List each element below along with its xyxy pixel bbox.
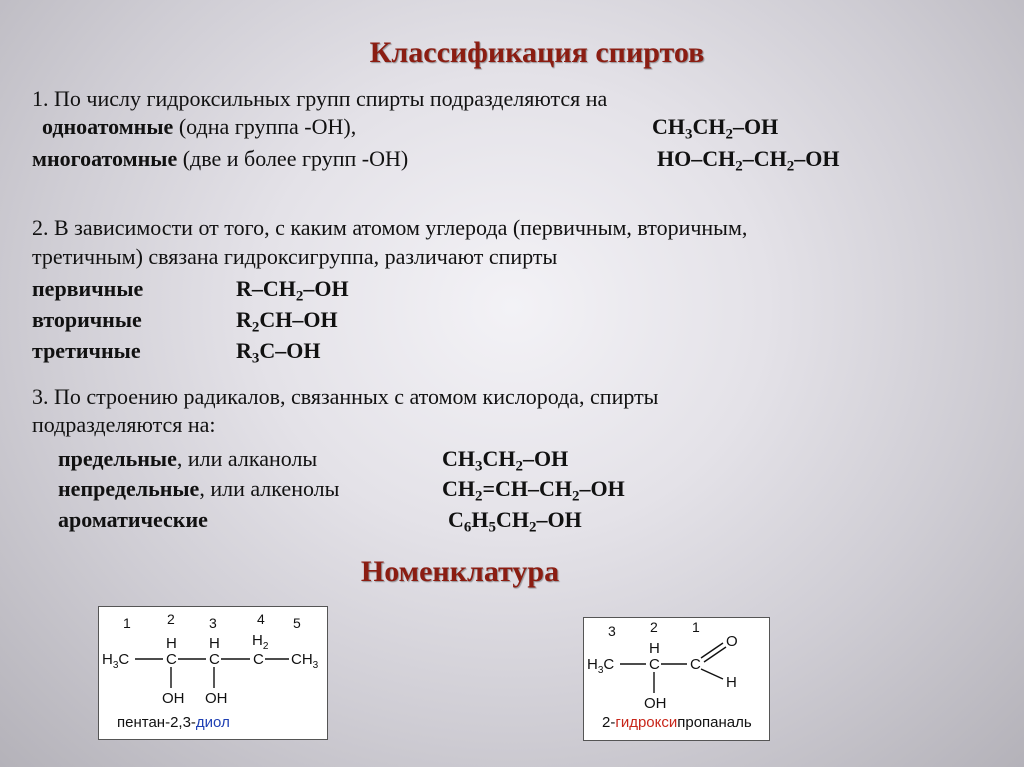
carbon-number-5: 5	[293, 615, 301, 631]
atom-c1: C	[690, 656, 701, 673]
nomenclature-title: Номенклатура	[360, 555, 560, 588]
section1-intro: 1. По числу гидроксильных групп спирты подразделяются на	[32, 86, 608, 111]
section1-row1-formula: $CH_3CH_2-OH$	[652, 114, 779, 143]
caption-hydroxypropanal: 2-гидроксипропаналь	[602, 714, 752, 731]
section3-row3: ароматические	[58, 507, 208, 532]
section3-intro-1: 3. По строению радикалов, связанных с атомом кислорода, спирты	[32, 384, 659, 409]
section3-row1-formula: $CH_3CH_2-OH$	[442, 446, 569, 475]
atom-oh-c3: OH	[205, 690, 228, 707]
carbon-number-1: 1	[123, 615, 131, 631]
atom-h3c: $H_3C$	[102, 651, 130, 671]
atom-h-c2: H	[649, 640, 660, 657]
section2-formula-primary: $R-CH_2-OH$	[236, 276, 349, 305]
carbon-number-4: 4	[257, 611, 265, 627]
section3-row3-formula: $C_6H_5CH_2-OH$	[448, 507, 582, 536]
atom-h-c3: H	[209, 635, 220, 652]
slide-title: Классификация спиртов	[369, 36, 705, 69]
caption-pentanediol: пентан-2,3-диол	[117, 714, 230, 731]
carbon-number-2: 2	[650, 619, 658, 635]
section2-intro-1: 2. В зависимости от того, с каким атомом углерода (первичным, вторичным,	[32, 215, 748, 240]
atom-h2-c4: $H_2$	[252, 632, 269, 652]
section2-term-primary: первичные	[32, 276, 144, 301]
section3-row2-formula: $CH_2=CH-CH_2-OH$	[442, 476, 625, 505]
atom-h3c: $H_3C$	[587, 656, 615, 676]
atom-h-c2: H	[166, 635, 177, 652]
atom-o: O	[726, 633, 738, 650]
carbon-number-1: 1	[692, 619, 700, 635]
bonds-hydroxypropanal	[620, 643, 726, 693]
section3-row1: предельные, или алканолы	[58, 446, 318, 471]
atom-h-c1: H	[726, 674, 737, 691]
section3-intro-2: подразделяются на:	[32, 412, 216, 437]
atom-c3: C	[209, 651, 220, 668]
section2-term-tertiary: третичные	[32, 338, 141, 363]
section3-row2: непредельные, или алкенолы	[58, 476, 340, 501]
atom-c2: C	[166, 651, 177, 668]
atom-oh: OH	[644, 695, 667, 712]
atom-ch3: $CH_3$	[291, 651, 319, 671]
section2-formula-tertiary: $R_3C-OH$	[236, 338, 321, 367]
atom-oh-c2: OH	[162, 690, 185, 707]
section2-formula-secondary: $R_2CH-OH$	[236, 307, 338, 336]
section1-row2-formula: $HO-CH_2-CH_2-OH$	[657, 146, 840, 175]
section1-row1: одноатомные (одна группа -OH),	[42, 114, 357, 139]
carbon-number-3: 3	[608, 623, 616, 639]
carbon-number-3: 3	[209, 615, 217, 631]
atom-c2: C	[649, 656, 660, 673]
atom-c4: C	[253, 651, 264, 668]
section1-row2: многоатомные (две и более групп -OH)	[32, 146, 409, 171]
section2-intro-2: третичным) связана гидроксигруппа, различают спирты	[32, 244, 558, 269]
carbon-number-2: 2	[167, 611, 175, 627]
section2-term-secondary: вторичные	[32, 307, 142, 332]
